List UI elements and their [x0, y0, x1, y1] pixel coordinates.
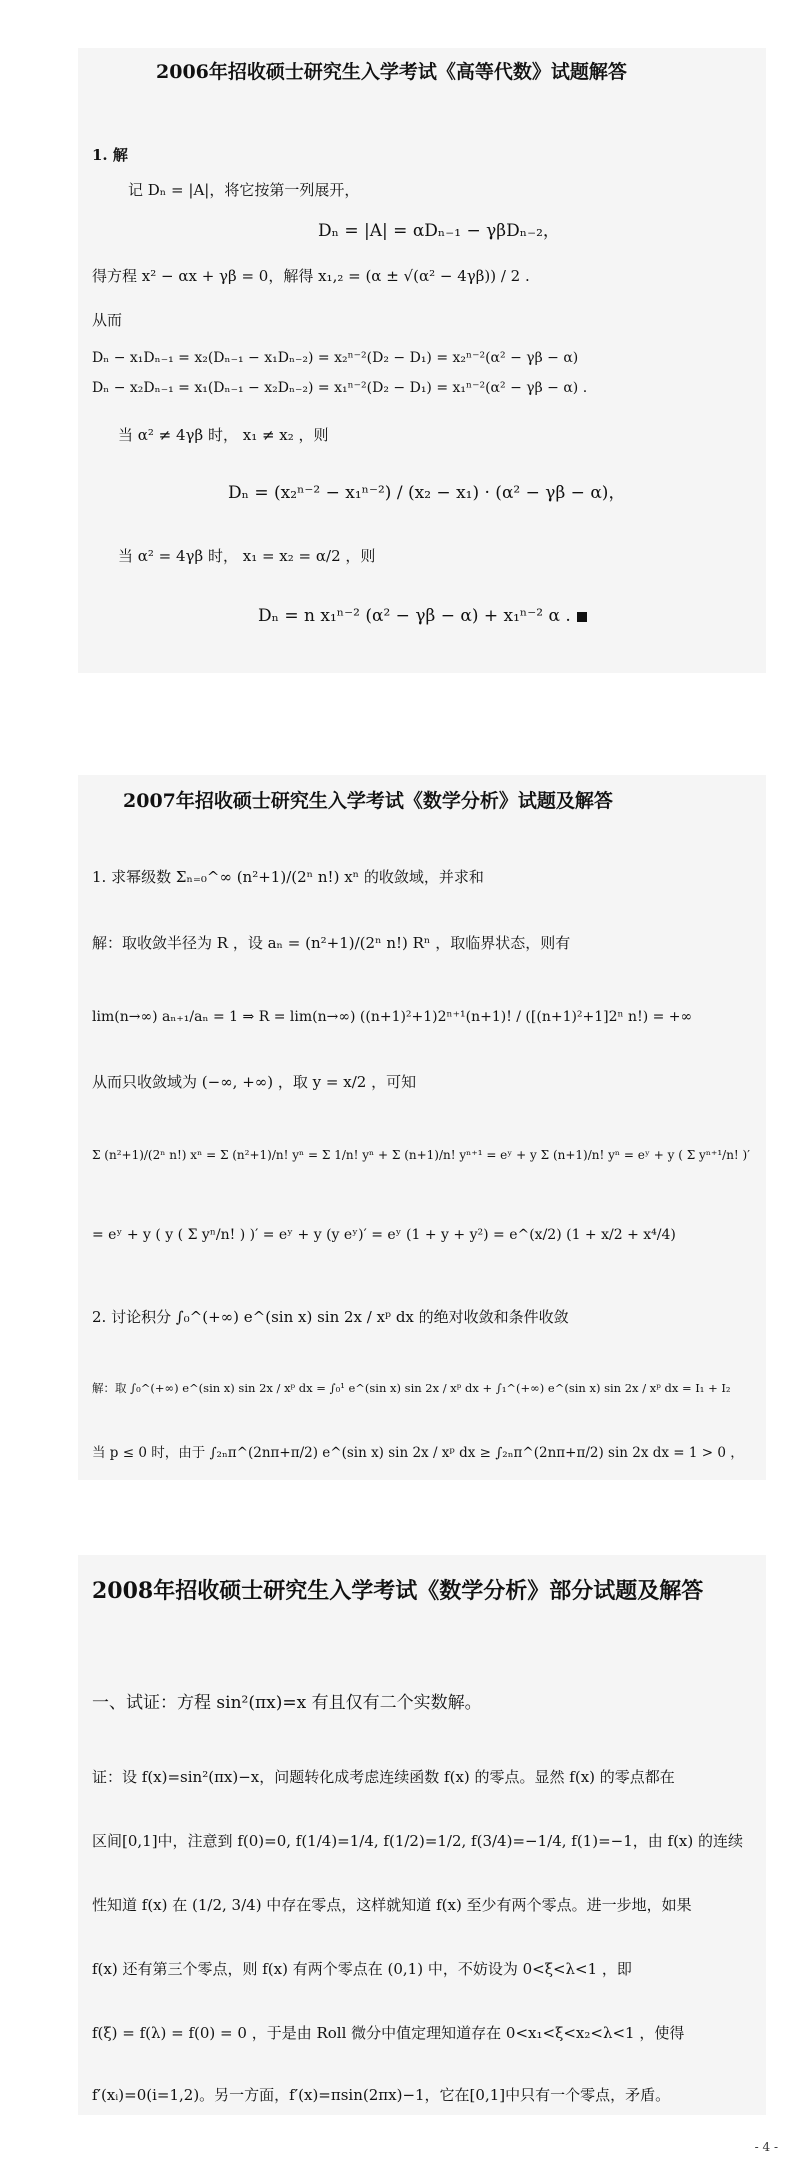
text-line: f(x) 还有第三个零点，则 f(x) 有两个零点在 (0,1) 中，不妨设为 0<ξ<λ<1 ，即	[92, 1960, 632, 1978]
section-title: 2006年招收硕士研究生入学考试《高等代数》试题解答	[156, 61, 627, 83]
text-line: f′(xᵢ)=0(i=1,2)。另一方面，f′(x)=πsin(2πx)−1，它在[0,1]中只有一个零点，矛盾。	[92, 2086, 671, 2104]
text-line: 证：设 f(x)=sin²(πx)−x，问题转化成考虑连续函数 f(x) 的零点。显然 f(x) 的零点都在	[92, 1768, 675, 1786]
text-line: 从而	[92, 311, 123, 329]
equation: Dₙ − x₁Dₙ₋₁ = x₂(Dₙ₋₁ − x₁Dₙ₋₂) = x₂ⁿ⁻²(D₂ − D₁) = x₂ⁿ⁻²(α² − γβ − α)	[92, 350, 579, 366]
text-line: 当 α² = 4γβ 时， x₁ = x₂ = α/2 ，则	[118, 547, 376, 565]
section-title: 2007年招收硕士研究生入学考试《数学分析》试题及解答	[123, 790, 613, 812]
text-line: f(ξ) = f(λ) = f(0) = 0 ，于是由 Roll 微分中值定理知道存在 0<x₁<ξ<x₂<λ<1 ，使得	[92, 2024, 685, 2042]
problem-statement: 一、试证：方程 sin²(πx)=x 有且仅有二个实数解。	[92, 1693, 482, 1713]
section-2006	[78, 48, 766, 673]
problem-heading: 1. 解	[92, 146, 128, 164]
section-2007	[78, 775, 766, 1480]
text-line: 记 Dₙ = |A|，将它按第一列展开，	[128, 181, 360, 199]
equation: = eʸ + y ( y ( Σ yⁿ/n! ) )′ = eʸ + y (y eʸ)′ = eʸ (1 + y + y²) = e^(x/2) (1 + x/2 + x⁴/4)	[92, 1227, 676, 1243]
text-line: 当 p ≤ 0 时，由于 ∫₂ₙπ^(2nπ+π/2) e^(sin x) sin 2x / xᵖ dx ≥ ∫₂ₙπ^(2nπ+π/2) sin 2x dx = 1 > 0 ，	[92, 1445, 744, 1461]
equation: Dₙ = |A| = αDₙ₋₁ − γβDₙ₋₂，	[318, 221, 560, 241]
equation: Σ (n²+1)/(2ⁿ n!) xⁿ = Σ (n²+1)/n! yⁿ = Σ 1/n! yⁿ + Σ (n+1)/n! yⁿ⁺¹ = eʸ + y Σ (n+1)/n! yⁿ = eʸ + y ( Σ yⁿ⁺¹/n! )′	[92, 1148, 750, 1162]
text-line: 解：取 ∫₀^(+∞) e^(sin x) sin 2x / xᵖ dx = ∫₀¹ e^(sin x) sin 2x / xᵖ dx + ∫₁^(+∞) e^(sin x) sin 2x / xᵖ dx = I₁ + I₂	[92, 1381, 731, 1395]
section-title: 2008年招收硕士研究生入学考试《数学分析》部分试题及解答	[92, 1578, 704, 1604]
equation: lim(n→∞) aₙ₊₁/aₙ = 1 ⇒ R = lim(n→∞) ((n+1)²+1)2ⁿ⁺¹(n+1)! / ([(n+1)²+1]2ⁿ n!) = +∞	[92, 1009, 693, 1025]
equation: Dₙ = n x₁ⁿ⁻² (α² − γβ − α) + x₁ⁿ⁻² α .	[258, 606, 571, 626]
text-line: 解：取收敛半径为 R ，设 aₙ = (n²+1)/(2ⁿ n!) Rⁿ ，取临界状态，则有	[92, 934, 571, 952]
qed-square-icon	[577, 612, 587, 622]
equation: Dₙ − x₂Dₙ₋₁ = x₁(Dₙ₋₁ − x₂Dₙ₋₂) = x₁ⁿ⁻²(D₂ − D₁) = x₁ⁿ⁻²(α² − γβ − α) .	[92, 380, 588, 396]
text-line: 得方程 x² − αx + γβ = 0，解得 x₁,₂ = (α ± √(α² − 4γβ)) / 2 .	[92, 267, 530, 285]
text-line: 从而只收敛域为 (−∞, +∞) ，取 y = x/2 ，可知	[92, 1073, 417, 1091]
page-number: - 4 -	[754, 2140, 778, 2154]
equation: Dₙ = (x₂ⁿ⁻² − x₁ⁿ⁻²) / (x₂ − x₁) · (α² − γβ − α)，	[228, 483, 626, 503]
problem-statement: 1. 求幂级数 Σₙ₌₀^∞ (n²+1)/(2ⁿ n!) xⁿ 的收敛域，并求和	[92, 868, 484, 886]
section-2008	[78, 1555, 766, 2115]
equation-final	[258, 606, 587, 626]
problem-statement: 2. 讨论积分 ∫₀^(+∞) e^(sin x) sin 2x / xᵖ dx 的绝对收敛和条件收敛	[92, 1308, 569, 1326]
text-line: 性知道 f(x) 在 (1/2, 3/4) 中存在零点，这样就知道 f(x) 至少有两个零点。进一步地，如果	[92, 1896, 692, 1914]
text-line: 区间[0,1]中，注意到 f(0)=0, f(1/4)=1/4, f(1/2)=1/2, f(3/4)=−1/4, f(1)=−1，由 f(x) 的连续	[92, 1832, 743, 1850]
text-line: 当 α² ≠ 4γβ 时， x₁ ≠ x₂ ，则	[118, 426, 329, 444]
